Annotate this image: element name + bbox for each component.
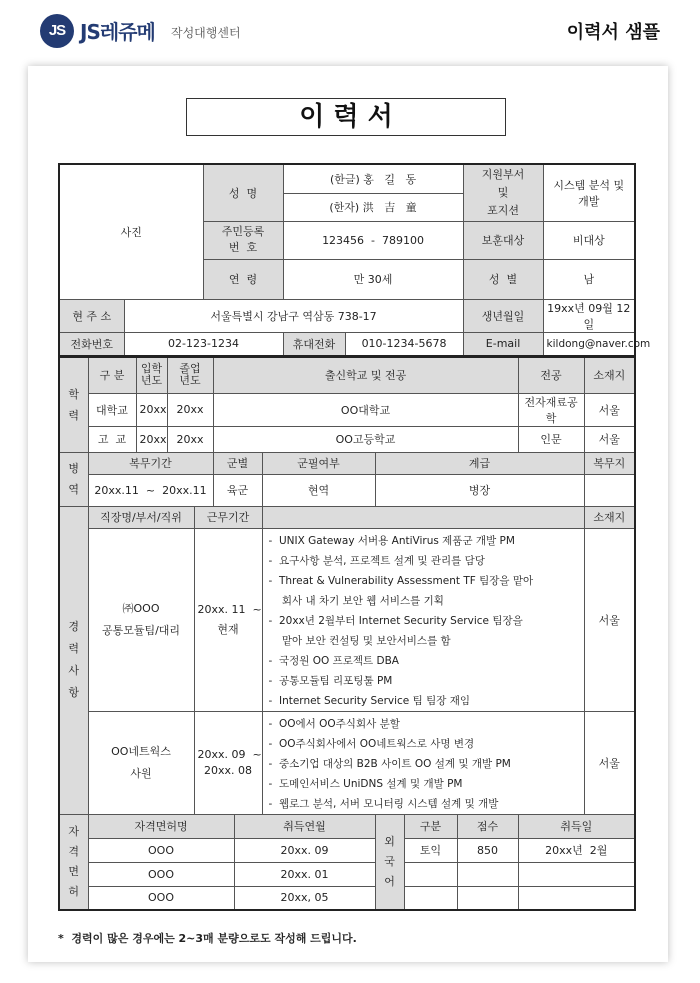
mil-status: 현역 <box>262 474 375 506</box>
table-row <box>59 528 635 711</box>
mil-header-period: 복무기간 <box>88 452 213 474</box>
edu-enter: 20xx <box>136 426 167 452</box>
career-header-duties <box>262 506 584 528</box>
history-table <box>58 356 636 911</box>
duty-line: - 요구사항 분석, 프로젝트 설계 및 관리를 담당 <box>268 554 485 567</box>
career-duties <box>262 711 584 814</box>
lang-score: 850 <box>457 838 518 862</box>
edu-major: 전자재료공학 <box>518 393 584 426</box>
license-date: 20xx. 09 <box>234 838 375 862</box>
edu-grad: 20xx <box>167 393 213 426</box>
name-hanja: (한자) 洪 吉 童 <box>283 193 463 221</box>
career-header-period: 근무기간 <box>194 506 262 528</box>
edu-header-enter: 입학 년도 <box>136 357 167 393</box>
phone-label: 전화번호 <box>59 332 124 356</box>
lang-date: 20xx년 2월 <box>518 838 635 862</box>
edu-header-school: 출신학교 및 전공 <box>213 357 518 393</box>
license-name: OOO <box>88 862 234 886</box>
edu-header-loc: 소재지 <box>584 357 635 393</box>
mil-header-rank: 계급 <box>375 452 584 474</box>
duty-line: - 웹로그 분석, 서버 모니터링 시스템 설계 및 개발 <box>268 797 499 810</box>
name-label: 성 명 <box>203 164 283 221</box>
mil-header-status: 군필여부 <box>262 452 375 474</box>
mil-header-branch: 군별 <box>213 452 262 474</box>
age-value: 만 30세 <box>283 259 463 299</box>
table-row <box>59 711 635 814</box>
age-label: 연 령 <box>203 259 283 299</box>
education-section-label: 학 력 <box>59 357 88 452</box>
apply-value: 시스템 분석 및 개발 <box>543 164 635 221</box>
table-row <box>59 886 635 910</box>
edu-school: OO대학교 <box>213 393 518 426</box>
license-name: OOO <box>88 886 234 910</box>
lang-header-type: 구분 <box>404 814 457 838</box>
table-row <box>59 838 635 862</box>
mobile-label: 휴대전화 <box>283 332 345 356</box>
language-section-label: 외 국 어 <box>375 814 404 910</box>
photo-placeholder: 사진 <box>59 164 203 299</box>
duty-line: 회사 내 차기 보안 웹 서비스를 기획 <box>268 594 444 607</box>
lang-header-score: 점수 <box>457 814 518 838</box>
edu-header-major: 전공 <box>518 357 584 393</box>
mil-rank: 병장 <box>375 474 584 506</box>
page-header <box>0 0 700 62</box>
career-period: 20xx. 11 ~ 현재 <box>194 528 262 711</box>
edu-header-type: 구 분 <box>88 357 136 393</box>
career-company: OO네트웍스 사원 <box>88 711 194 814</box>
lang-score <box>457 862 518 886</box>
veteran-value: 비대상 <box>543 221 635 259</box>
lang-type <box>404 886 457 910</box>
duty-line: - OO주식회사에서 OO네트웍스로 사명 변경 <box>268 737 475 750</box>
mobile-value: 010-1234-5678 <box>345 332 463 356</box>
career-loc: 서울 <box>584 711 635 814</box>
license-date: 20xx. 01 <box>234 862 375 886</box>
footnote: * 경력이 많은 경우에는 2~3매 분량으로도 작성해 드립니다. <box>58 932 357 945</box>
career-duties <box>262 528 584 711</box>
license-name: OOO <box>88 838 234 862</box>
duty-line: - UNIX Gateway 서버용 AntiVirus 제품군 개발 PM <box>268 534 515 547</box>
phone-value: 02-123-1234 <box>124 332 283 356</box>
career-loc: 서울 <box>584 528 635 711</box>
career-header-loc: 소재지 <box>584 506 635 528</box>
career-section-label: 경 력 사 항 <box>59 506 88 814</box>
brand-logo-mark: JS <box>40 14 74 48</box>
edu-type: 대학교 <box>88 393 136 426</box>
lang-header-date: 취득일 <box>518 814 635 838</box>
brand-name: JS레쥬메 <box>80 20 155 44</box>
sample-label: 이력서 샘플 <box>566 22 660 43</box>
edu-major: 인문 <box>518 426 584 452</box>
mil-place <box>584 474 635 506</box>
table-row <box>59 474 635 506</box>
duty-line: - Threat & Vulnerability Assessment TF 팀장을 맡아 <box>268 574 534 587</box>
gender-label: 성 별 <box>463 259 543 299</box>
duty-line: - 20xx년 2월부터 Internet Security Service 팀장을 <box>268 614 523 627</box>
name-korean: (한글) 홍 길 동 <box>283 164 463 193</box>
duty-line: - 중소기업 대상의 B2B 사이트 OO 설계 및 개발 PM <box>268 757 511 770</box>
table-row <box>59 426 635 452</box>
lang-type <box>404 862 457 886</box>
edu-header-grad: 졸업 년도 <box>167 357 213 393</box>
lang-date <box>518 862 635 886</box>
gender-value: 남 <box>543 259 635 299</box>
edu-school: OO고등학교 <box>213 426 518 452</box>
edu-enter: 20xx <box>136 393 167 426</box>
lang-type: 토익 <box>404 838 457 862</box>
duty-line: - Internet Security Service 팀 팀장 재임 <box>268 694 470 707</box>
resume-title: 이 력 서 <box>186 98 506 136</box>
lang-date <box>518 886 635 910</box>
birth-label: 생년월일 <box>463 299 543 332</box>
mil-period: 20xx.11 ~ 20xx.11 <box>88 474 213 506</box>
lang-score <box>457 886 518 910</box>
career-period: 20xx. 09 ~ 20xx. 08 <box>194 711 262 814</box>
license-date: 20xx, 05 <box>234 886 375 910</box>
license-section-label: 자 격 면 허 <box>59 814 88 910</box>
mil-branch: 육군 <box>213 474 262 506</box>
brand-subtitle: 작성대행센터 <box>171 26 241 40</box>
address-label: 현 주 소 <box>59 299 124 332</box>
career-company: ㈜OOO 공통모듈팀/대리 <box>88 528 194 711</box>
personal-info-table <box>58 163 651 357</box>
edu-grad: 20xx <box>167 426 213 452</box>
edu-type: 고 교 <box>88 426 136 452</box>
duty-line: - 공통모듈팀 리포팅툴 PM <box>268 674 393 687</box>
duty-line: 맡아 보안 컨설팅 및 보안서비스를 함 <box>268 634 451 647</box>
email-value: kildong@naver.com <box>543 332 635 356</box>
edu-loc: 서울 <box>584 393 635 426</box>
email-label: E-mail <box>463 332 543 356</box>
address-value: 서울특별시 강남구 역삼동 738-17 <box>124 299 463 332</box>
duty-line: - 도메인서비스 UniDNS 설계 및 개발 PM <box>268 777 463 790</box>
rrn-value: 123456 - 789100 <box>283 221 463 259</box>
birth-value: 19xx년 09월 12일 <box>543 299 635 332</box>
rrn-label: 주민등록 번 호 <box>203 221 283 259</box>
table-row <box>59 393 635 426</box>
license-header-name: 자격면허명 <box>88 814 234 838</box>
apply-label: 지원부서 및 포지션 <box>463 164 543 221</box>
duty-line: - 국정원 OO 프로젝트 DBA <box>268 654 399 667</box>
mil-header-place: 복무지 <box>584 452 635 474</box>
career-header-company: 직장명/부서/직위 <box>88 506 194 528</box>
duty-line: - OO에서 OO주식회사 분할 <box>268 717 400 730</box>
license-header-date: 취득연월 <box>234 814 375 838</box>
table-row <box>59 862 635 886</box>
military-section-label: 병 역 <box>59 452 88 506</box>
edu-loc: 서울 <box>584 426 635 452</box>
veteran-label: 보훈대상 <box>463 221 543 259</box>
